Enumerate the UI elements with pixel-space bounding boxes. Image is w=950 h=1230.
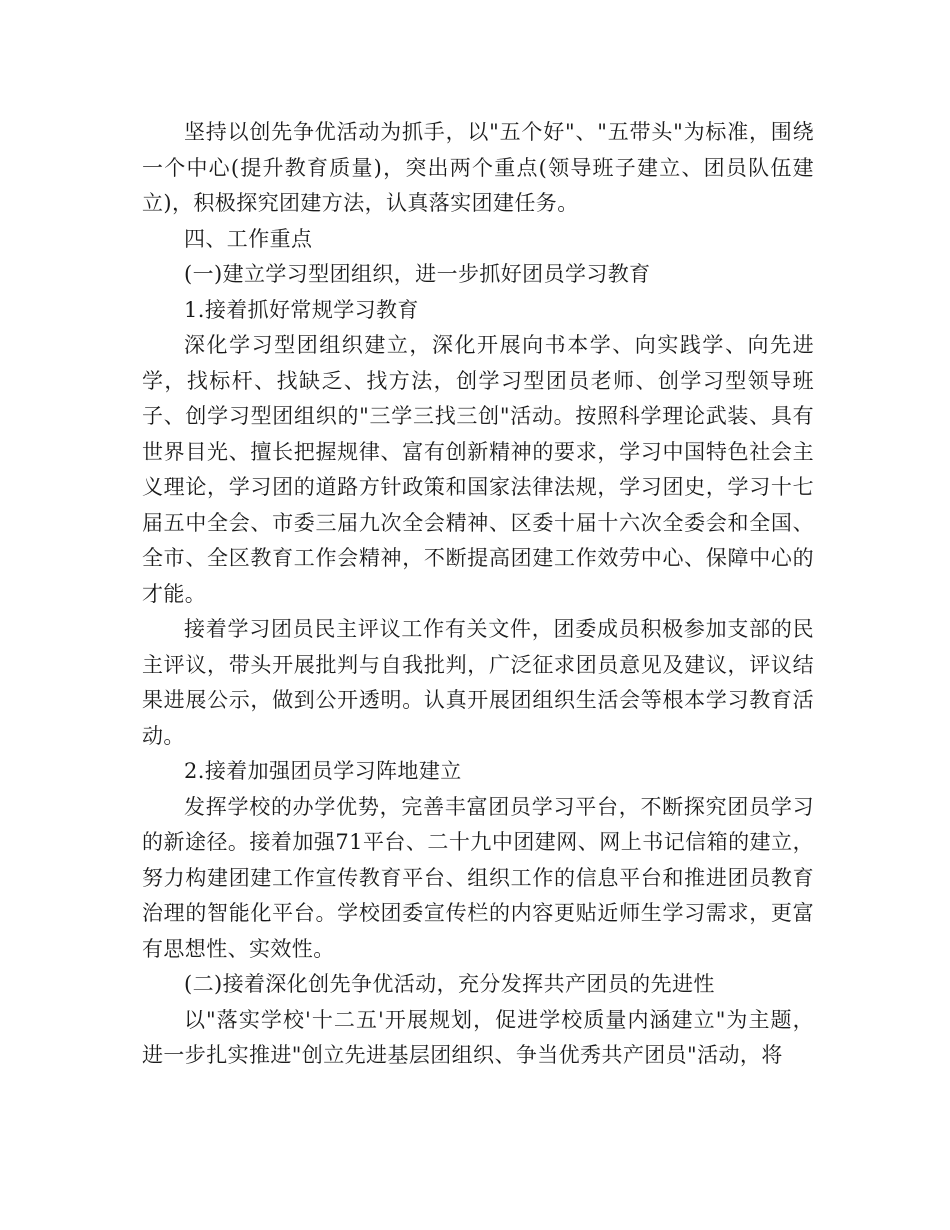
- paragraph-study-platform: 发挥学校的办学优势，完善丰富团员学习平台，不断探究团员学习的新途径。接着加强71平台、二十九中团建网、网上书记信箱的建立，努力构建团建工作宣传教育平台、组织工作的信息平台和推进团员教育治理的智能化平台。学校团委宣传栏的内容更贴近师生学习需求，更富有思想性、实效性。: [142, 794, 814, 961]
- paragraph-excellence: 以"落实学校'十二五'开展规划，促进学校质量内涵建立"为主题，进一步扎实推进"创立先进基层团组织、争当优秀共产团员"活动，将: [142, 1007, 814, 1067]
- item-heading-study-platform: 2.接着加强团员学习阵地建立: [184, 759, 462, 783]
- subsection-heading-excellence: (二)接着深化创先争优活动，充分发挥共产团员的先进性: [184, 972, 715, 996]
- paragraph-democratic-review: 接着学习团员民主评议工作有关文件，团委成员积极参加支部的民主评议，带头开展批判与自我批判，广泛征求团员意见及建议，评议结果进展公示，做到公开透明。认真开展团组织生活会等根本学习教育活动。: [142, 617, 814, 748]
- paragraph-regular-study: 深化学习型团组织建立，深化开展向书本学、向实践学、向先进学，找标杆、找缺乏、找方法，创学习型团员老师、创学习型领导班子、创学习型团组织的"三学三找三创"活动。按照科学理论武装、具有世界目光、擅长把握规律、富有创新精神的要求，学习中国特色社会主义理论，学习团的道路方针政策和国家法律法规，学习团史，学习十七届五中全会、市委三届九次全会精神、区委十届十六次全委会和全国、全市、全区教育工作会精神，不断提高团建工作效劳中心、保障中心的才能。: [142, 333, 814, 606]
- item-heading-regular-study: 1.接着抓好常规学习教育: [184, 297, 419, 322]
- document-body: [142, 115, 814, 1074]
- section-heading-work-focus: 四、工作重点: [184, 226, 313, 251]
- subsection-heading-learning-org: (一)建立学习型团组织，进一步抓好团员学习教育: [184, 262, 651, 286]
- paragraph-principle: 坚持以创先争优活动为抓手，以"五个好"、"五带头"为标准，围绕一个中心(提升教育质量)，突出两个重点(领导班子建立、团员队伍建立)，积极探究团建方法，认真落实团建任务。: [142, 120, 814, 215]
